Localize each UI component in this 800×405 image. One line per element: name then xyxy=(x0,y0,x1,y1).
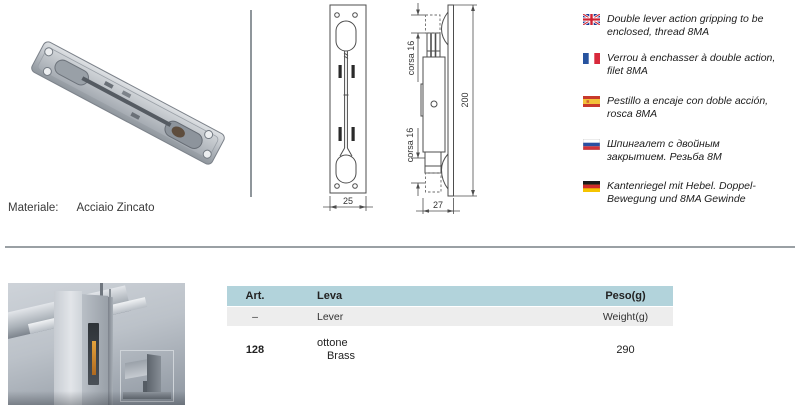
description-text: Double lever action gripping to be enclosed, thread 8MA xyxy=(607,13,764,38)
material-line xyxy=(8,202,154,214)
inset-profile-plate xyxy=(147,354,161,396)
side-width-dimension: 27 xyxy=(432,200,444,210)
cell-leva xyxy=(283,337,578,363)
description-text: Verrou à enchasser à double action, filet 8MA xyxy=(607,52,776,77)
description-es xyxy=(583,95,768,120)
horizontal-divider xyxy=(5,246,795,248)
material-label: Materiale: xyxy=(8,202,59,214)
vertical-divider xyxy=(250,10,252,197)
material-value: Acciaio Zincato xyxy=(76,202,155,214)
cell-leva-it: ottone xyxy=(317,337,348,349)
spain-flag-icon xyxy=(583,96,600,107)
uk-flag-icon xyxy=(583,14,600,25)
table-row xyxy=(227,337,673,363)
col-subheader-peso: Weight(g) xyxy=(602,310,649,323)
col-subheader-art: – xyxy=(252,310,258,323)
spec-table xyxy=(227,286,673,363)
door-jamb-edge xyxy=(108,297,113,405)
france-flag-icon xyxy=(583,53,600,64)
col-header-leva: Leva xyxy=(317,290,343,302)
description-fr xyxy=(583,52,775,77)
flush-bolt-photo-graphic xyxy=(8,8,248,194)
travel-top-dimension: corsa 16 xyxy=(406,40,416,76)
inset-profile-wing xyxy=(125,359,149,379)
description-en xyxy=(583,13,763,38)
description-de xyxy=(583,180,756,205)
description-text: Kantenriegel mit Hebel. Doppel- Bewegung und 8MA Gewinde xyxy=(607,180,756,205)
description-text: Шпингалет с двойным закрытием. Резьба 8М xyxy=(607,138,722,163)
front-width-dimension: 25 xyxy=(342,196,354,206)
cell-peso: 290 xyxy=(616,344,635,356)
door-jamb-left-face xyxy=(54,291,82,405)
cell-leva-en: Brass xyxy=(326,350,356,362)
product-photo xyxy=(8,8,248,194)
descriptions-list xyxy=(583,8,797,223)
installation-illustration xyxy=(8,283,185,405)
front-view-drawing xyxy=(322,0,374,218)
cell-art: 128 xyxy=(245,344,265,356)
travel-bottom-dimension: corsa 16 xyxy=(405,127,415,163)
col-header-peso: Peso(g) xyxy=(605,290,646,302)
floor-shadow xyxy=(8,391,185,405)
col-subheader-leva: Lever xyxy=(317,310,344,323)
description-ru xyxy=(583,138,722,163)
side-height-dimension: 200 xyxy=(460,92,470,108)
bolt-lever xyxy=(92,341,96,375)
col-header-art: Art. xyxy=(245,290,265,302)
side-view-drawing xyxy=(398,0,490,218)
table-header-row xyxy=(227,286,673,306)
germany-flag-icon xyxy=(583,181,600,192)
description-text: Pestillo a encaje con doble acción, rosca 8MA xyxy=(607,95,769,120)
table-subheader-row xyxy=(227,307,673,326)
russia-flag-icon xyxy=(583,139,600,150)
